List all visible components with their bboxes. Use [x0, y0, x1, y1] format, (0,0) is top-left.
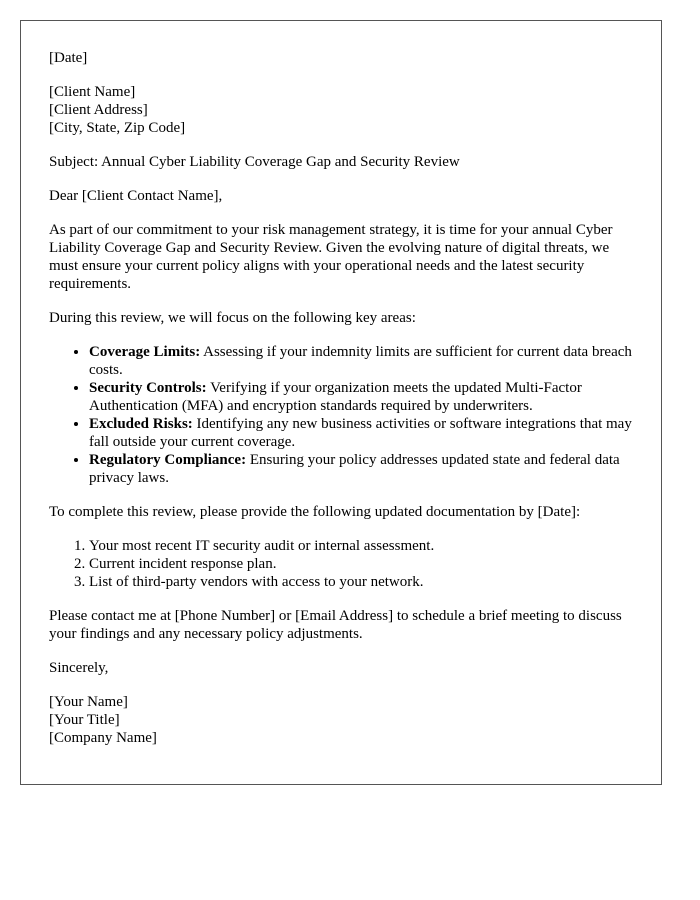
sender-name: [Your Name] [49, 694, 128, 710]
list-item: 1. Your most recent IT security audit or internal assessment. [89, 537, 634, 555]
signature-block [49, 693, 634, 747]
list-item: 2. Current incident response plan. [89, 555, 634, 573]
item-text: Assessing if your indemnity limits are sufficient for current data breach costs. [89, 344, 632, 378]
company-name: [Company Name] [49, 730, 157, 746]
document-list [49, 537, 634, 591]
letter-date: [Date] [49, 50, 88, 66]
documents-intro: To complete this review, please provide the following updated documentation by [Date]: [49, 504, 581, 520]
item-text: Identifying any new business activities or software integrations that may fall outside your current coverage. [89, 416, 632, 450]
item-title: Regulatory Compliance: [89, 452, 247, 468]
sender-title: [Your Title] [49, 712, 120, 728]
item-title: Security Controls: [89, 380, 207, 396]
focus-intro: During this review, we will focus on the following key areas: [49, 310, 416, 326]
list-item [89, 415, 634, 451]
item-text: Verifying if your organization meets the updated Multi-Factor Authentication (MFA) and encryption standards required by underwriters. [89, 380, 582, 414]
item-title: Coverage Limits: [89, 344, 201, 360]
contact-paragraph: Please contact me at [Phone Number] or [Email Address] to schedule a brief meeting to discuss your findings and any necessary policy adjustments. [49, 608, 622, 642]
letter [20, 20, 662, 785]
list-item: 3. List of third-party vendors with access to your network. [89, 573, 634, 591]
recipient-address [49, 83, 634, 137]
item-text: Ensuring your policy addresses updated state and federal data privacy laws. [89, 452, 620, 486]
list-item [89, 451, 634, 487]
salutation: Dear [Client Contact Name], [49, 188, 223, 204]
list-item [89, 343, 634, 379]
subject-line: Subject: Annual Cyber Liability Coverage Gap and Security Review [49, 154, 460, 170]
client-address: [Client Address] [49, 102, 148, 118]
intro-paragraph: As part of our commitment to your risk management strategy, it is time for your annual Cyber Liability Coverage Gap and Security Review. Given the evolving nature of digital threats, we must ensure your current policy aligns with your operational needs and the latest security requirements. [49, 222, 613, 292]
client-name: [Client Name] [49, 84, 136, 100]
focus-area-list [49, 343, 634, 487]
client-city: [City, State, Zip Code] [49, 120, 186, 136]
item-title: Excluded Risks: [89, 416, 193, 432]
list-item [89, 379, 634, 415]
closing: Sincerely, [49, 660, 109, 676]
